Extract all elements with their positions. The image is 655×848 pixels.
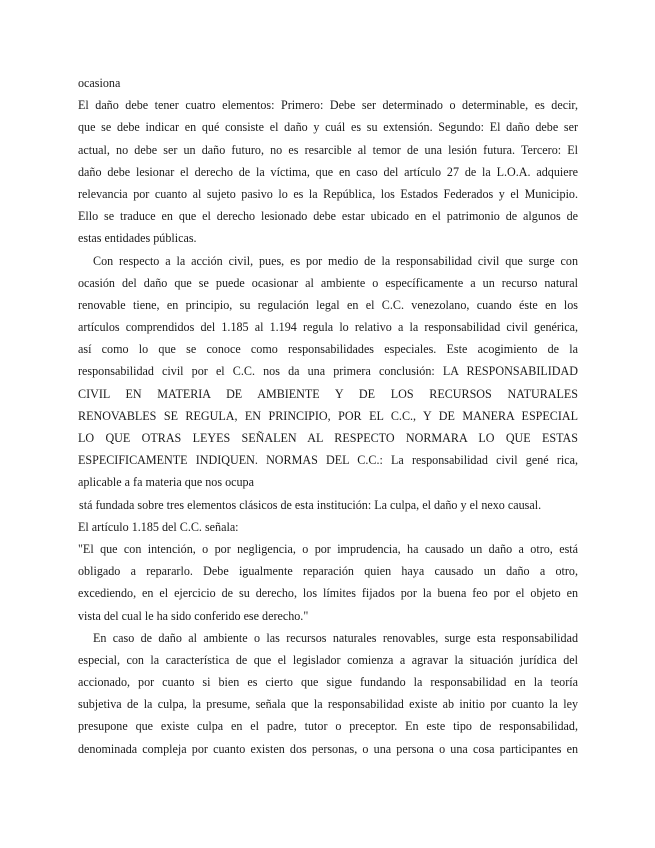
text-line: así como lo que se conoce como responsabilidades especiales. Este acogimiento de la [78,342,578,357]
text-line: El artículo 1.185 del C.C. señala: [78,519,239,534]
text-line: daño debe lesionar el derecho de la víctima, que en caso del artículo 27 de la L.O.A. adquiere [78,164,578,179]
text-line: ocasión del daño que se puede ocasionar al ambiente o específicamente a un recurso natural [78,275,578,290]
text-line: responsabilidad civil por el C.C. nos da una primera conclusión: LA RESPONSABILIDAD [78,364,578,379]
text-line: stá fundada sobre tres elementos clásicos de esta institución: La culpa, el daño y el nexo causal. [79,497,542,512]
text-line: RENOVABLES SE REGULA, EN PRINCIPIO, POR EL C.C., Y DE MANERA ESPECIAL [78,408,578,423]
text-line: CIVIL EN MATERIA DE AMBIENTE Y DE LOS RECURSOS NATURALES [78,386,578,401]
text-line: vista del cual le ha sido conferido ese derecho." [78,608,309,623]
text-line: accionado, por cuanto si bien es cierto que sigue fundando la responsabilidad en la teoría [78,675,578,690]
text-line: denominada compleja por cuanto existen dos personas, o una persona o una cosa participantes en [78,741,578,756]
text-line: presupone que existe culpa en el padre, tutor o preceptor. En este tipo de responsabilidad, [78,719,578,734]
text-line: especial, con la característica de que el legislador comienza a agravar la situación jurídica del [78,652,578,667]
text-line: El daño debe tener cuatro elementos: Primero: Debe ser determinado o determinable, es decir, [78,98,578,113]
text-line: excediendo, en el ejercicio de su derecho, los límites fijados por la buena feo por el objeto en [78,586,578,601]
text-line: LO QUE OTRAS LEYES SEÑALEN AL RESPECTO NORMARA LO QUE ESTAS [78,431,578,445]
text-line: Ello se traduce en que el derecho lesionado debe estar ubicado en el patrimonio de algunos de [78,209,578,224]
text-line: obligado a repararlo. Debe igualmente reparación quien haya causado un daño a otro, [78,564,578,579]
text-line: estas entidades públicas. [78,231,197,246]
text-line: que se debe indicar en qué consiste el daño y cuál es su extensión. Segundo: El daño debe ser [78,120,578,135]
document-page [78,72,578,760]
text-line: actual, no debe ser un daño futuro, no es resarcible al temor de una lesión futura. Tercero: El [78,142,578,157]
text-line: ocasiona [78,76,121,90]
text-line: artículos comprendidos del 1.185 al 1.194 regula lo relativo a la responsabilidad civil genérica, [78,320,578,335]
text-line: renovable tiene, en principio, su regulación legal en el C.C. venezolano, cuando éste en los [78,297,578,312]
text-line: En caso de daño al ambiente o las recursos naturales renovables, surge esta responsabilidad [93,630,578,645]
text-line: ESPECIFICAMENTE INDIQUEN. NORMAS DEL C.C.: La responsabilidad civil gené rica, [78,453,578,468]
text-line: relevancia por cuanto al sujeto pasivo lo es la República, los Estados Federados y el Municipio. [78,186,578,201]
text-line: "El que con intención, o por negligencia, o por imprudencia, ha causado un daño a otro, está [78,541,578,556]
text-line: aplicable a fa materia que nos ocupa [78,475,254,490]
text-line: Con respecto a la acción civil, pues, es por medio de la responsabilidad civil que surge con [93,253,578,268]
text-line: subjetiva de la culpa, la presume, señala que la responsabilidad existe ab initio por cuanto la ley [78,697,578,712]
